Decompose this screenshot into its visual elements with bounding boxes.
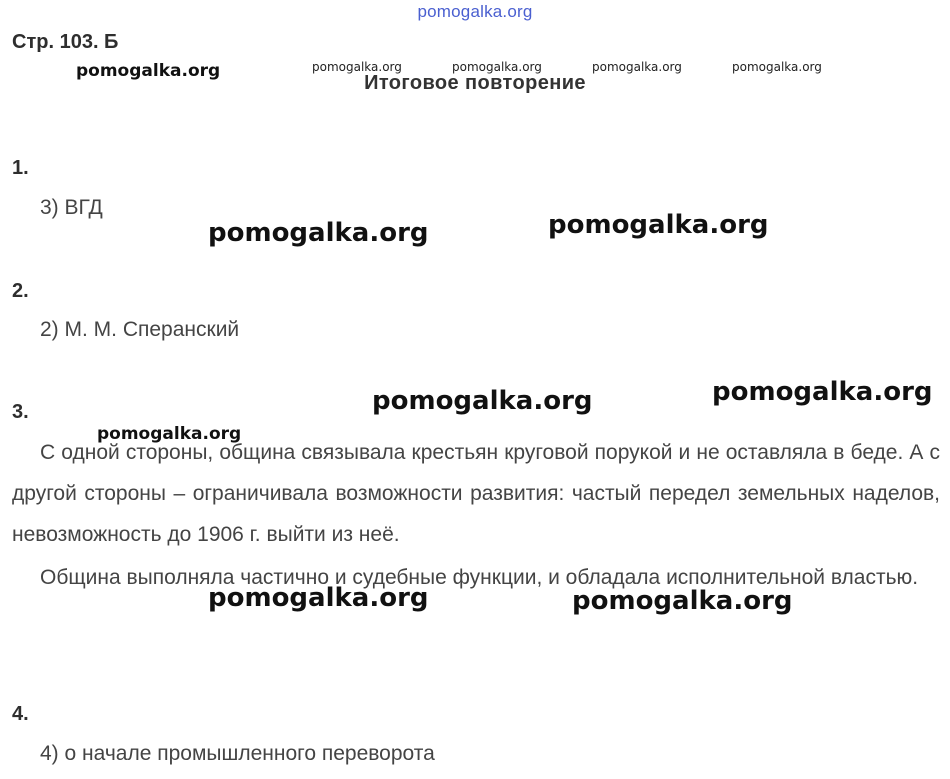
page-reference: Стр. 103. Б [12, 31, 119, 53]
watermark: pomogalka.org [208, 218, 429, 248]
watermark: pomogalka.org [208, 583, 429, 613]
watermark: pomogalka.org [312, 60, 402, 74]
watermark: pomogalka.org [592, 60, 682, 74]
answer-text: 3) ВГД [40, 196, 103, 219]
watermark: pomogalka.org [372, 386, 593, 416]
watermark: pomogalka.org [548, 210, 769, 240]
answer-text: 4) о начале промышленного переворота [40, 742, 435, 765]
question-number: 2. [12, 280, 29, 302]
watermark: pomogalka.org [76, 61, 221, 81]
watermark: pomogalka.org [732, 60, 822, 74]
question-number: 3. [12, 401, 29, 423]
site-header-watermark: pomogalka.org [417, 2, 533, 21]
question-number: 4. [12, 703, 29, 725]
section-title: Итоговое повторение [364, 72, 586, 94]
watermark: pomogalka.org [572, 586, 793, 616]
answer-text: 2) М. М. Сперанский [40, 318, 240, 341]
watermark: pomogalka.org [712, 377, 933, 407]
watermark: pomogalka.org [452, 60, 542, 74]
answer-paragraph: Община выполняла частично и судебные функции, и обладала исполнительной властью. [40, 566, 919, 589]
watermark: pomogalka.org [97, 424, 242, 444]
question-number: 1. [12, 157, 29, 179]
answer-paragraph: С одной стороны, община связывала крестьян круговой порукой и не оставляла в беде. А с другой стороны – ограничивала возможности развития: частый передел земельных наделов, невозможность до 1906 г. выйти из неё. [12, 441, 940, 546]
